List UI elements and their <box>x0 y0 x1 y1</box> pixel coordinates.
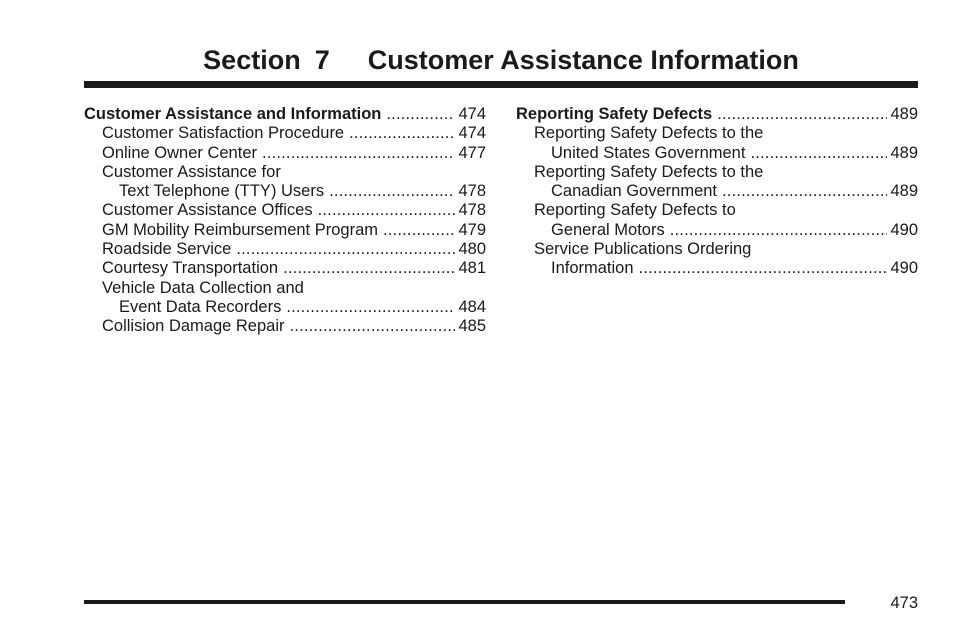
leader-dots <box>349 124 455 143</box>
leader-dots <box>386 105 455 124</box>
leader-dots <box>329 182 455 201</box>
toc-entry-page: 490 <box>890 259 918 278</box>
toc-entry-text: Online Owner Center <box>102 143 257 162</box>
leader-dots <box>717 105 887 124</box>
toc-right-column <box>516 105 918 279</box>
toc-entry-text: Customer Satisfaction Procedure <box>102 124 345 143</box>
toc-entry-page: 489 <box>890 143 918 162</box>
leader-dots <box>318 201 456 220</box>
toc-entry[interactable] <box>516 259 918 278</box>
toc-entry-page: 484 <box>458 297 486 316</box>
toc-entry-continued <box>516 240 918 259</box>
footer-rule <box>84 600 845 604</box>
toc-entry-page: 474 <box>458 124 486 143</box>
toc-entry-text: Event Data Recorders <box>119 297 282 316</box>
toc-entry-continued <box>516 201 918 220</box>
toc-entry-page: 489 <box>890 105 918 123</box>
leader-dots <box>286 298 455 317</box>
toc-entry-text: Roadside Service <box>102 240 232 259</box>
toc-entry-text: Service Publications Ordering <box>534 240 752 259</box>
toc-entry[interactable] <box>84 298 486 317</box>
toc-left-column <box>84 105 486 337</box>
toc-entry-text: General Motors <box>551 220 665 239</box>
toc-entry-page: 479 <box>458 220 486 239</box>
section-header <box>84 40 918 80</box>
toc-entry-page: 474 <box>458 105 486 123</box>
toc-entry[interactable] <box>84 317 486 336</box>
leader-dots <box>290 317 456 336</box>
toc-entry-text: Reporting Safety Defects <box>516 105 713 123</box>
leader-dots <box>639 259 888 278</box>
header-rule <box>84 81 918 88</box>
toc-entry-page: 478 <box>458 201 486 220</box>
toc-entry[interactable] <box>84 182 486 201</box>
toc-entry-page: 485 <box>458 317 486 336</box>
toc-entry[interactable] <box>84 201 486 220</box>
toc-entry-text: Canadian Government <box>551 182 718 201</box>
toc-entry-text: Courtesy Transportation <box>102 259 279 278</box>
toc-entry-page: 490 <box>890 220 918 239</box>
toc-entry[interactable] <box>516 105 918 124</box>
section-title: Customer Assistance Information <box>367 45 799 75</box>
leader-dots <box>383 221 455 240</box>
toc-entry-text: Collision Damage Repair <box>102 317 285 336</box>
page-number: 473 <box>890 594 918 612</box>
leader-dots <box>750 144 887 163</box>
toc-entry-text: Reporting Safety Defects to <box>534 201 736 220</box>
toc-entry-text: Customer Assistance Offices <box>102 201 313 220</box>
toc-entry[interactable] <box>84 240 486 259</box>
toc-entry-text: Customer Assistance and Information <box>84 105 382 123</box>
toc-entry-page: 489 <box>890 182 918 201</box>
toc-entry-text: Reporting Safety Defects to the <box>534 124 764 143</box>
leader-dots <box>236 240 455 259</box>
toc-entry[interactable] <box>84 221 486 240</box>
leader-dots <box>670 221 888 240</box>
section-word: Section <box>203 45 301 75</box>
toc-entry[interactable] <box>84 105 486 124</box>
toc-entry[interactable] <box>84 144 486 163</box>
toc-entry-text: Text Telephone (TTY) Users <box>119 182 325 201</box>
toc-entry-page: 478 <box>458 182 486 201</box>
toc-entry-text: Reporting Safety Defects to the <box>534 162 764 181</box>
toc-entry[interactable] <box>84 259 486 278</box>
toc-entry-continued <box>84 279 486 298</box>
toc-entry-text: Customer Assistance for <box>102 162 281 181</box>
leader-dots <box>262 144 455 163</box>
toc-entry-continued <box>84 163 486 182</box>
leader-dots <box>283 259 455 278</box>
toc-entry-continued <box>516 124 918 143</box>
toc-entry[interactable] <box>516 182 918 201</box>
toc-entry[interactable] <box>516 221 918 240</box>
toc-entry-continued <box>516 163 918 182</box>
toc-entry[interactable] <box>84 124 486 143</box>
leader-dots <box>722 182 887 201</box>
section-number: 7 <box>314 45 330 75</box>
toc-entry-page: 477 <box>458 143 486 162</box>
toc-entry[interactable] <box>516 144 918 163</box>
toc-entry-page: 481 <box>458 259 486 278</box>
toc-entry-page: 480 <box>458 240 486 259</box>
toc-entry-text: GM Mobility Reimbursement Program <box>102 220 378 239</box>
toc-entry-text: United States Government <box>551 143 746 162</box>
toc-entry-text: Information <box>551 259 634 278</box>
toc-entry-text: Vehicle Data Collection and <box>102 278 304 297</box>
